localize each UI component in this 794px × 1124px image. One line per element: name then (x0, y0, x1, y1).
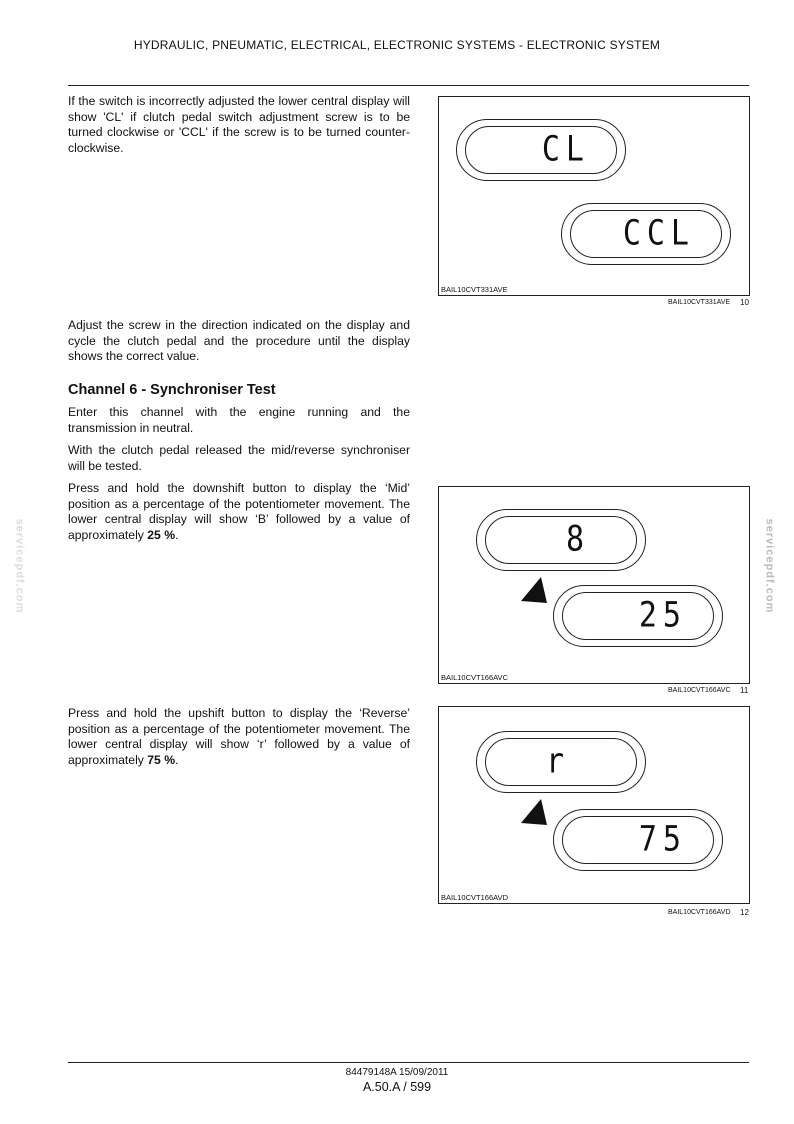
upshift-value: 75 % (147, 752, 176, 767)
upper-display-screen (485, 516, 637, 564)
figure-code: BAIL10CVT331AVE (441, 285, 508, 294)
figure-11-box (438, 486, 750, 684)
footer-page-number: A.50.A / 599 (362, 1080, 432, 1094)
figure-number: 11 (740, 686, 749, 695)
lower-display-screen (562, 592, 714, 640)
page-header: HYDRAULIC, PNEUMATIC, ELECTRICAL, ELECTRONIC SYSTEMS - ELECTRONIC SYSTEM (133, 38, 661, 52)
section-heading: Channel 6 - Synchroniser Test (68, 382, 276, 398)
footer-doc-ref: 84479148A 15/09/2011 (345, 1067, 449, 1078)
upper-display (476, 731, 646, 793)
lower-display-screen (562, 816, 714, 864)
lower-display-value: CCL (622, 213, 695, 254)
paragraph-adjust-screw: Adjust the screw in the direction indicated on the display and cycle the clutch pedal and the procedure until the display shows the correct value. (68, 318, 410, 363)
upshift-end: . (175, 752, 179, 767)
figure-caption: BAIL10CVT331AVE (668, 299, 731, 306)
upper-display-screen (465, 126, 617, 174)
figure-caption: BAIL10CVT166AVC (668, 687, 731, 694)
figure-number: 10 (740, 298, 749, 307)
lower-display-screen (570, 210, 722, 258)
upper-display-screen (485, 738, 637, 786)
watermark-right: servicepdf.com (763, 518, 776, 614)
footer-rule (68, 1062, 749, 1063)
paragraph-enter-channel: Enter this channel with the engine running and the transmission in neutral. (68, 405, 410, 435)
figure-12-box (438, 706, 750, 904)
upper-display (476, 509, 646, 571)
upper-display-value: CL (541, 129, 590, 170)
lower-display-value: 75 (638, 819, 687, 860)
lower-display (561, 203, 731, 265)
upper-display-value: 8 (565, 519, 590, 560)
upshift-text: Press and hold the upshift button to display the ‘Reverse’ position as a percentage of the potentiometer movement. The lower central display will show ‘r’ followed by a value of approximately (68, 706, 410, 767)
downshift-value: 25 % (147, 527, 176, 542)
upper-display (456, 119, 626, 181)
paragraph-upshift (68, 706, 410, 768)
arrow-icon (519, 797, 549, 829)
figure-caption: BAIL10CVT166AVD (668, 909, 731, 916)
lower-display (553, 809, 723, 871)
paragraph-switch-adjust: If the switch is incorrectly adjusted the lower central display will show 'CL' if clutch pedal switch adjustment screw is to be turned clockwise or 'CCL' if the screw is to be turned counter-clockwise. (68, 94, 410, 155)
paragraph-clutch-released: With the clutch pedal released the mid/reverse synchroniser will be tested. (68, 443, 410, 473)
figure-10-box (438, 96, 750, 296)
figure-number: 12 (740, 908, 749, 917)
figure-code: BAIL10CVT166AVC (441, 673, 508, 682)
arrow-icon (519, 575, 549, 607)
lower-display-value: 25 (638, 595, 687, 636)
header-rule (68, 85, 749, 86)
watermark-left: servicepdf.com (13, 518, 26, 614)
downshift-text: Press and hold the downshift button to display the ‘Mid’ position as a percentage of the potentiometer movement. The lower central display will show ‘B’ followed by a value of approximately (68, 481, 410, 542)
downshift-end: . (175, 527, 179, 542)
figure-code: BAIL10CVT166AVD (441, 893, 508, 902)
lower-display (553, 585, 723, 647)
paragraph-downshift (68, 481, 410, 543)
upper-display-value: r (545, 741, 570, 782)
